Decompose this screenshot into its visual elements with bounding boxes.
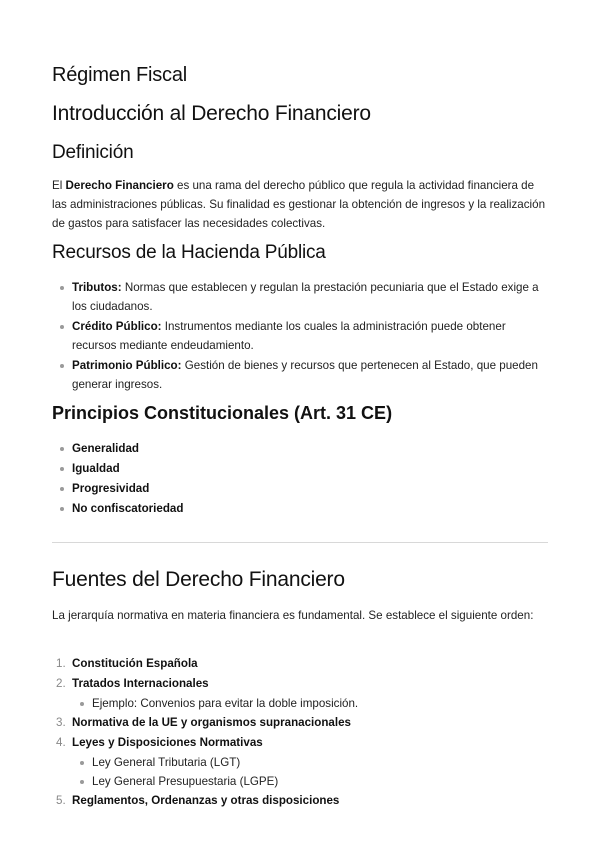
list-item: No confiscatoriedad <box>52 499 548 518</box>
definicion-text: es una rama del derecho público que regula la actividad financiera de las administraciones públicas. Su finalidad es gestionar la obtención de ingresos y la realización de gastos para satisfacer las necesidades colectivas. <box>52 179 546 230</box>
recurso-term: Crédito Público: <box>72 320 162 333</box>
list-item <box>52 654 548 674</box>
principios-list <box>52 439 548 519</box>
recurso-text: Instrumentos mediante los cuales la administración puede obtener recursos mediante endeudamiento. <box>72 320 506 352</box>
definicion-prefix: El <box>52 179 66 192</box>
list-number: 1. <box>56 657 66 670</box>
fuentes-list <box>52 654 548 811</box>
principios-heading: Principios Constitucionales (Art. 31 CE) <box>52 403 393 423</box>
fuente-label: Leyes y Disposiciones Normativas <box>72 736 263 749</box>
list-item <box>52 791 548 811</box>
list-number: 4. <box>56 736 66 749</box>
list-number: 2. <box>56 677 66 690</box>
sub-list-item: Ley General Presupuestaria (LGPE) <box>72 772 548 791</box>
definicion-term: Derecho Financiero <box>65 179 174 192</box>
fuente-label: Normativa de la UE y organismos supranacionales <box>72 716 351 729</box>
list-item <box>52 356 548 394</box>
fuente-label: Constitución Española <box>72 657 198 670</box>
recurso-text: Normas que establecen y regulan la prestación pecuniaria que el Estado exige a los ciudadanos. <box>72 281 539 313</box>
list-item <box>52 713 548 733</box>
list-item: Igualdad <box>52 459 548 478</box>
sub-list <box>72 694 548 713</box>
recurso-text: Gestión de bienes y recursos que pertenecen al Estado, que pueden generar ingresos. <box>72 359 538 391</box>
document-title: Régimen Fiscal <box>52 64 188 86</box>
list-item: Generalidad <box>52 439 548 458</box>
sub-list-item: Ley General Tributaria (LGT) <box>72 753 548 772</box>
list-item <box>52 674 548 713</box>
sub-list <box>72 753 548 791</box>
fuente-label: Reglamentos, Ordenanzas y otras disposiciones <box>72 794 340 807</box>
recursos-heading: Recursos de la Hacienda Pública <box>52 242 326 263</box>
list-item <box>52 278 548 316</box>
definicion-heading: Definición <box>52 142 134 163</box>
fuentes-heading: Fuentes del Derecho Financiero <box>52 568 345 591</box>
list-item: Progresividad <box>52 479 548 498</box>
list-item <box>52 317 548 355</box>
section-divider <box>52 542 548 543</box>
sub-list-item: Ejemplo: Convenios para evitar la doble imposición. <box>72 694 548 713</box>
fuente-label: Tratados Internacionales <box>72 677 209 690</box>
list-number: 3. <box>56 716 66 729</box>
recurso-term: Tributos: <box>72 281 122 294</box>
fuentes-intro: La jerarquía normativa en materia financiera es fundamental. Se establece el siguiente orden: <box>52 609 534 622</box>
intro-title: Introducción al Derecho Financiero <box>52 102 371 125</box>
list-number: 5. <box>56 794 66 807</box>
list-item <box>52 733 548 791</box>
definicion-paragraph <box>52 176 548 233</box>
recursos-list <box>52 278 548 395</box>
recurso-term: Patrimonio Público: <box>72 359 182 372</box>
